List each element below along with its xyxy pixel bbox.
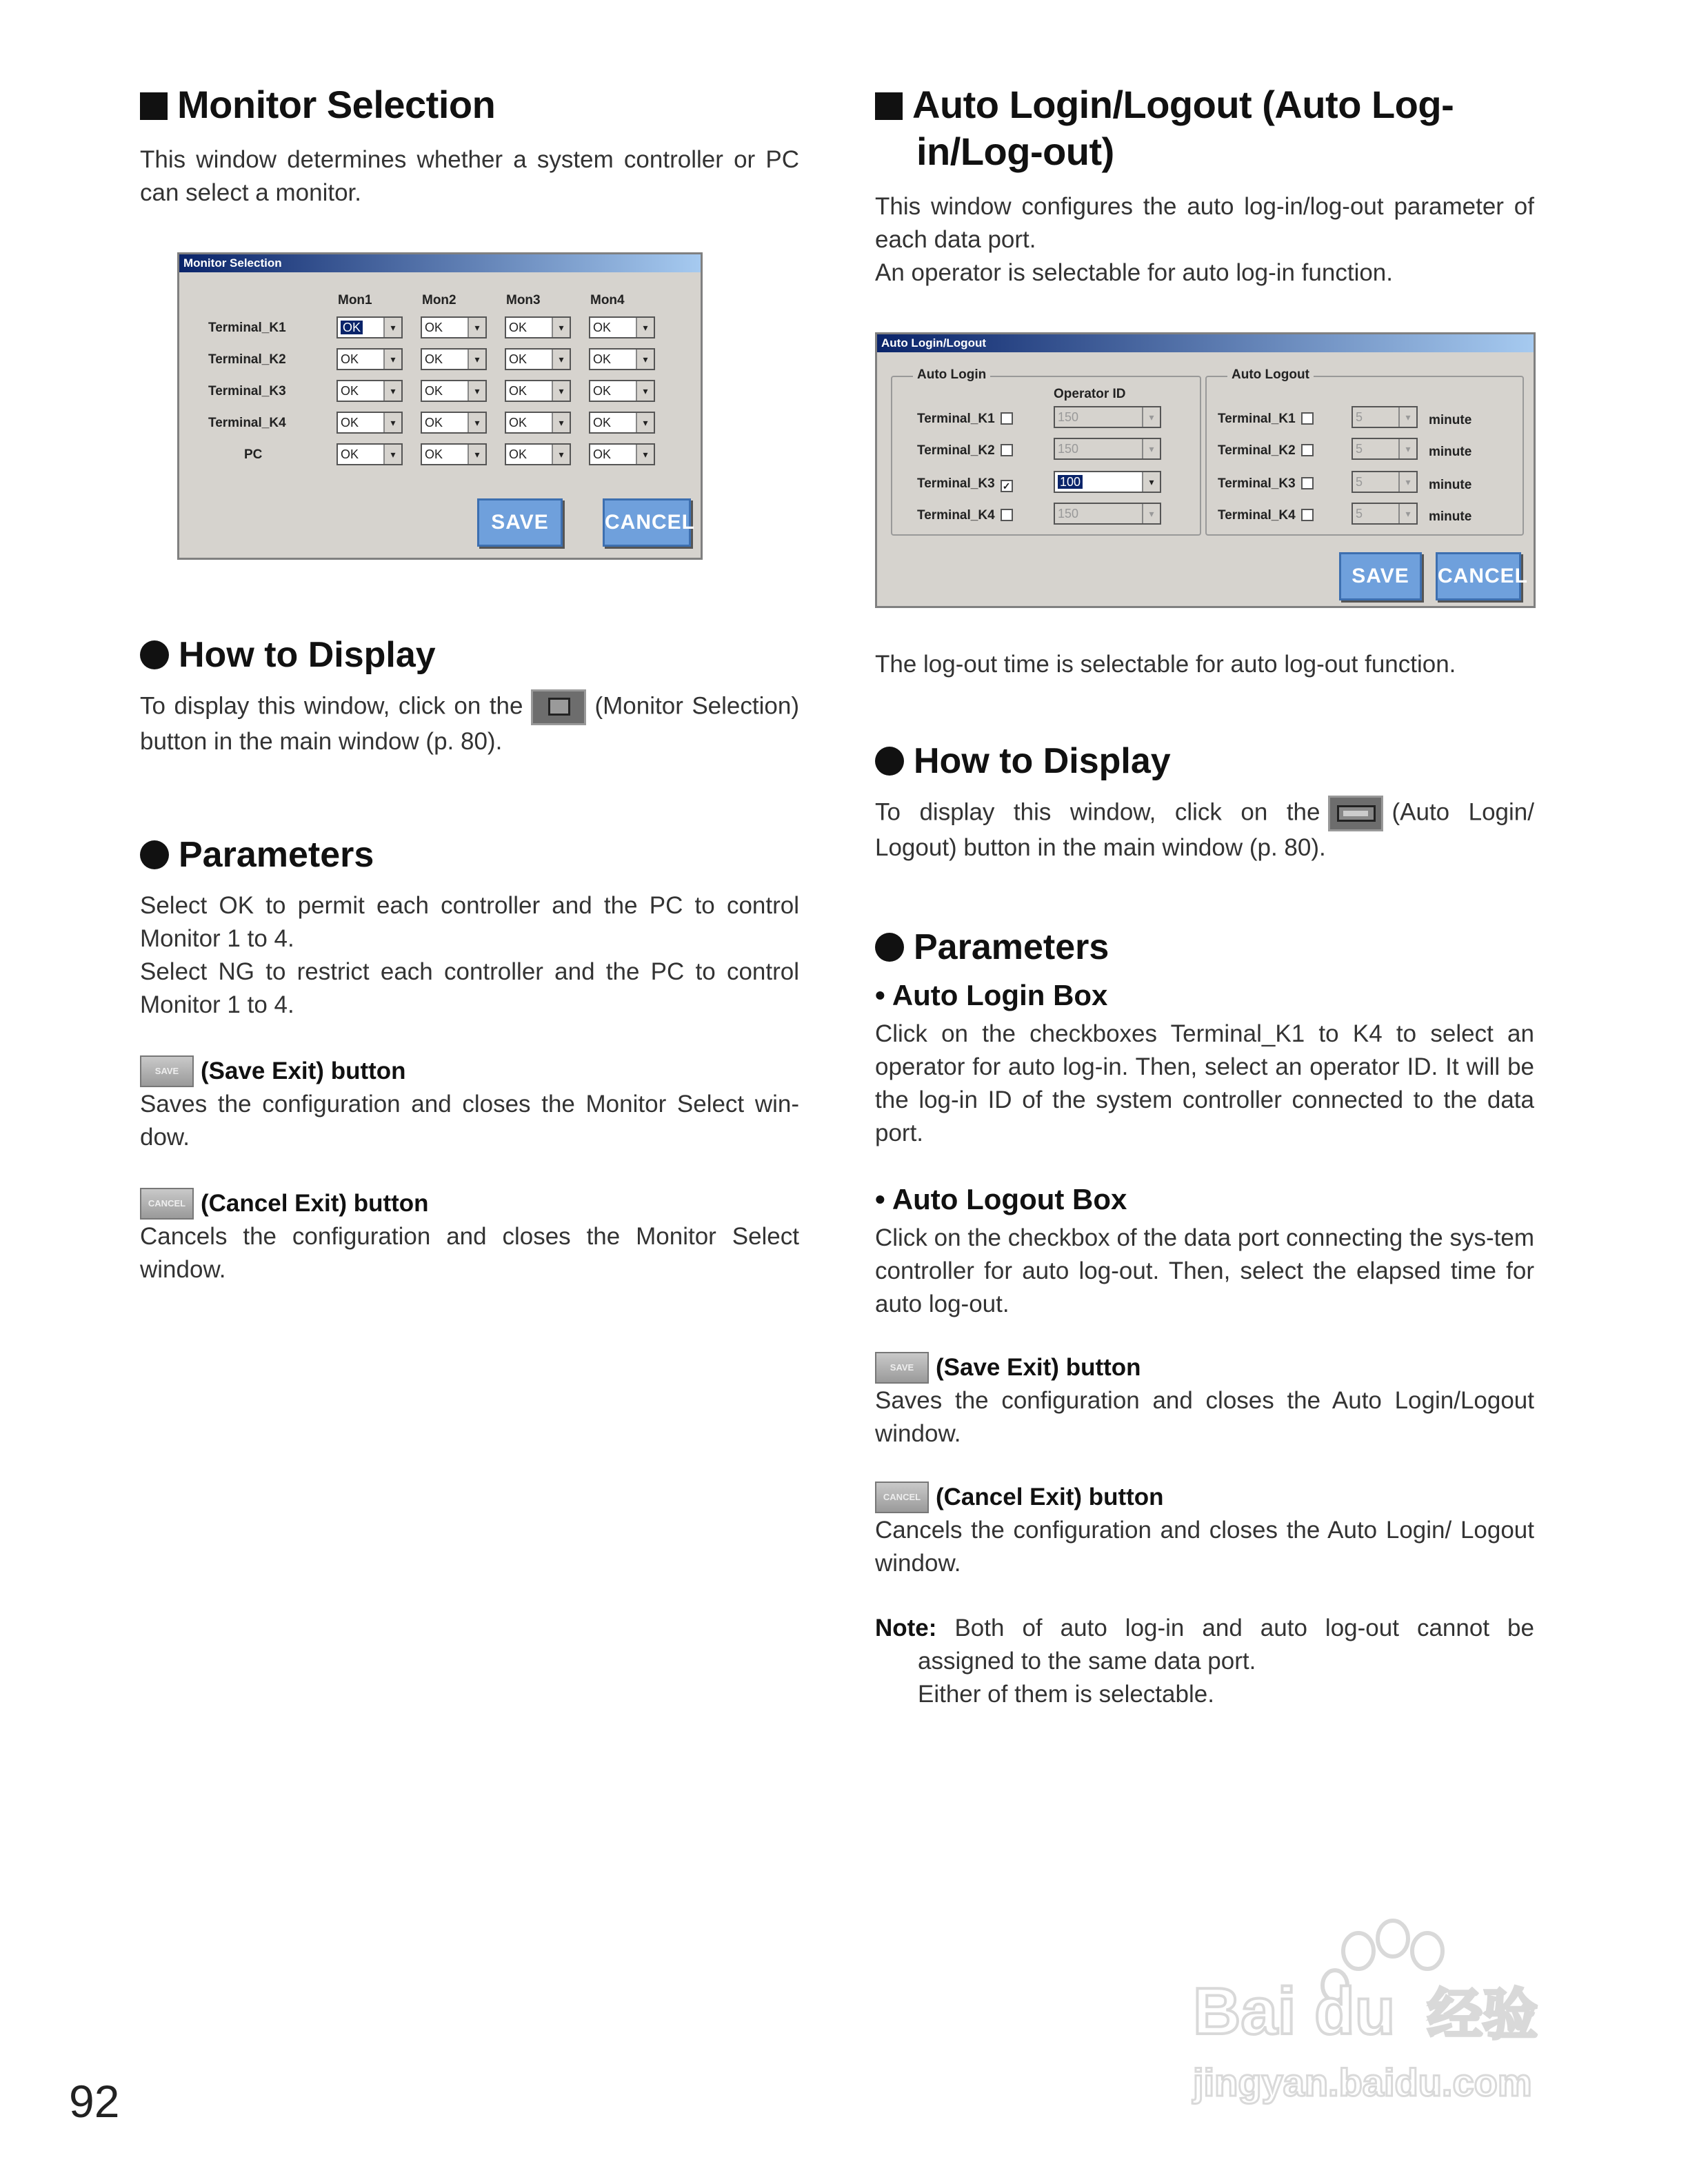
chevron-down-icon: ▾: [468, 445, 485, 464]
auto-logout-group: Auto Logout: [1205, 376, 1524, 536]
section-title-auto-login: Auto Login/Logout (Auto Log- in/Log-out): [875, 81, 1534, 175]
auto-login-box-text: Click on the checkboxes Terminal_K1 to K4 to select an operator for auto log-in. Then, select an operator ID. It will be the log-in ID of the system controller connected to the data port.: [875, 1020, 1534, 1146]
select-k2-mon2[interactable]: OK ▾: [421, 348, 487, 370]
row-label-terminal-k2: Terminal_K2: [208, 352, 286, 367]
chevron-down-icon: ▾: [383, 445, 401, 464]
chevron-down-icon: ▾: [1142, 407, 1160, 427]
logout-unit-k3: minute: [1429, 478, 1472, 492]
select-k4-mon3[interactable]: OK ▾: [505, 412, 571, 434]
cancel-icon: CANCEL: [875, 1482, 929, 1513]
square-bullet-icon: [875, 92, 903, 120]
select-pc-mon4[interactable]: OK ▾: [589, 443, 655, 465]
operator-select-k3[interactable]: 100 ▾: [1054, 471, 1161, 493]
save-button[interactable]: SAVE: [1339, 552, 1422, 600]
select-k2-mon4[interactable]: OK ▾: [589, 348, 655, 370]
logout-checkbox-k1[interactable]: [1301, 412, 1314, 425]
logout-row-k3: Terminal_K3: [1218, 476, 1314, 492]
checkbox-k4[interactable]: [1001, 509, 1013, 521]
monitor-selection-intro: This window determines whether a system controller or PC can select a monitor.: [140, 146, 799, 206]
circle-bullet-icon: [875, 747, 904, 776]
how-to-display-text: To display this window, click on the (Monitor Selection) button in the main window (p. 80).: [140, 689, 799, 758]
params-text-ng: Select NG to restrict each controller and the PC to control Monitor 1 to 4.: [140, 958, 799, 1018]
checkbox-k1[interactable]: [1001, 412, 1013, 425]
row-label-terminal-k4: Terminal_K4: [208, 416, 286, 430]
watermark-cn: 经验: [1427, 1983, 1538, 2047]
row-label-terminal-k1: Terminal_K1: [208, 321, 286, 335]
select-k1-mon3[interactable]: OK ▾: [505, 316, 571, 338]
select-k1-mon1[interactable]: OK ▾: [336, 316, 403, 338]
chevron-down-icon: ▾: [552, 318, 570, 337]
checkbox-k2[interactable]: [1001, 444, 1013, 456]
watermark-url: jingyan.baidu.com: [1193, 2061, 1532, 2104]
params-text-ok: Select OK to permit each controller and the PC to control Monitor 1 to 4.: [140, 892, 799, 952]
logout-row-k4: Terminal_K4: [1218, 508, 1314, 523]
auto-logout-box-heading: • Auto Logout Box: [875, 1183, 1127, 1215]
row-label-pc: PC: [244, 447, 263, 462]
cancel-exit-label: CANCEL (Cancel Exit) button: [140, 1187, 799, 1220]
square-bullet-icon: [140, 92, 168, 120]
col-header-mon1: Mon1: [338, 293, 372, 307]
chevron-down-icon: ▾: [552, 413, 570, 432]
save-button[interactable]: SAVE: [477, 498, 563, 547]
auto-login-intro-2: An operator is selectable for auto log-in function.: [875, 259, 1393, 286]
monitor-selection-dialog: [177, 252, 703, 560]
chevron-down-icon: ▾: [1398, 407, 1416, 427]
save-icon: SAVE: [875, 1352, 929, 1384]
save-exit-label: SAVE (Save Exit) button: [140, 1055, 799, 1088]
how-to-display-heading: How to Display: [875, 739, 1534, 783]
chevron-down-icon: ▾: [552, 381, 570, 401]
left-column: [140, 81, 799, 210]
logout-checkbox-k3[interactable]: [1301, 477, 1314, 489]
parameters-heading: Parameters: [875, 925, 1534, 969]
logout-row-k2: Terminal_K2: [1218, 443, 1314, 458]
dialog-titlebar: Auto Login/Logout: [877, 334, 1534, 352]
col-header-mon2: Mon2: [422, 293, 456, 307]
monitor-icon: [531, 689, 586, 725]
select-k3-mon4[interactable]: OK ▾: [589, 380, 655, 402]
chevron-down-icon: ▾: [636, 381, 654, 401]
logout-time-select-k3[interactable]: 5 ▾: [1352, 471, 1418, 493]
select-k1-mon2[interactable]: OK ▾: [421, 316, 487, 338]
logout-checkbox-k4[interactable]: [1301, 509, 1314, 521]
login-row-k2: Terminal_K2: [917, 443, 1013, 458]
select-k4-mon2[interactable]: OK ▾: [421, 412, 487, 434]
chevron-down-icon: ▾: [468, 413, 485, 432]
col-header-mon3: Mon3: [506, 293, 541, 307]
logout-time-select-k4[interactable]: 5 ▾: [1352, 503, 1418, 525]
save-exit-label: SAVE (Save Exit) button: [875, 1351, 1534, 1384]
cancel-exit-text: Cancels the configuration and closes the Auto Login/ Logout window.: [875, 1517, 1534, 1577]
cancel-button[interactable]: CANCEL: [1436, 552, 1521, 600]
right-body: [875, 648, 1534, 1711]
cancel-exit-text: Cancels the configuration and closes the Monitor Select window.: [140, 1223, 799, 1283]
chevron-down-icon: ▾: [383, 381, 401, 401]
page-number: 92: [69, 2076, 120, 2127]
login-row-k1: Terminal_K1: [917, 412, 1013, 427]
chevron-down-icon: ▾: [383, 413, 401, 432]
parameters-heading: Parameters: [140, 833, 799, 877]
chevron-down-icon: ▾: [636, 445, 654, 464]
note-paragraph-2: Either of them is selectable.: [918, 1681, 1214, 1708]
chevron-down-icon: ▾: [1398, 439, 1416, 458]
watermark-brand: Bai du: [1193, 1974, 1396, 2048]
chevron-down-icon: ▾: [1142, 504, 1160, 523]
logout-time-select-k2[interactable]: 5 ▾: [1352, 438, 1418, 460]
auto-login-group: Auto Login: [891, 376, 1201, 536]
logout-checkbox-k2[interactable]: [1301, 444, 1314, 456]
how-to-display-text: To display this window, click on the (Auto Login/ Logout) button in the main window (p. 80).: [875, 796, 1534, 865]
save-exit-text: Saves the configuration and closes the Monitor Select win-dow.: [140, 1091, 799, 1151]
chevron-down-icon: ▾: [1398, 472, 1416, 492]
col-header-mon4: Mon4: [590, 293, 625, 307]
auto-login-intro-1: This window configures the auto log-in/log-out parameter of each data port.: [875, 193, 1534, 253]
how-to-display-heading: How to Display: [140, 633, 799, 677]
select-k1-mon4[interactable]: OK ▾: [589, 316, 655, 338]
logout-unit-k1: minute: [1429, 413, 1472, 427]
chevron-down-icon: ▾: [383, 350, 401, 369]
save-icon: SAVE: [140, 1055, 194, 1087]
note-paragraph: Note: Both of auto log-in and auto log-out cannot be assigned to the same data port.: [875, 1615, 1534, 1675]
chevron-down-icon: ▾: [1142, 439, 1160, 458]
save-exit-text: Saves the configuration and closes the Auto Login/Logout window.: [875, 1387, 1534, 1447]
chevron-down-icon: ▾: [468, 381, 485, 401]
login-row-k4: Terminal_K4: [917, 508, 1013, 523]
select-pc-mon3[interactable]: OK ▾: [505, 443, 571, 465]
select-k4-mon1[interactable]: OK ▾: [336, 412, 403, 434]
select-k4-mon4[interactable]: OK ▾: [589, 412, 655, 434]
dialog-titlebar: Monitor Selection: [179, 254, 701, 272]
chevron-down-icon: ▾: [552, 445, 570, 464]
keyboard-icon: [1328, 796, 1383, 831]
chevron-down-icon: ▾: [552, 350, 570, 369]
select-pc-mon1[interactable]: OK ▾: [336, 443, 403, 465]
select-k3-mon2[interactable]: OK ▾: [421, 380, 487, 402]
chevron-down-icon: ▾: [636, 318, 654, 337]
chevron-down-icon: ▾: [636, 413, 654, 432]
chevron-down-icon: ▾: [383, 318, 401, 337]
cancel-button[interactable]: CANCEL: [603, 498, 691, 547]
auto-logout-box-text: Click on the checkbox of the data port connecting the sys-tem controller for auto log-out. Then, select the elapsed time for auto log-out.: [875, 1224, 1534, 1317]
chevron-down-icon: ▾: [636, 350, 654, 369]
select-k2-mon1[interactable]: OK ▾: [336, 348, 403, 370]
section-title-monitor-selection: Monitor Selection: [140, 81, 799, 128]
auto-login-box-heading: • Auto Login Box: [875, 979, 1108, 1011]
cancel-exit-label: CANCEL (Cancel Exit) button: [875, 1481, 1534, 1514]
chevron-down-icon: ▾: [1398, 504, 1416, 523]
auto-login-logout-dialog: [875, 332, 1536, 608]
operator-select-k2[interactable]: 150 ▾: [1054, 438, 1161, 460]
chevron-down-icon: ▾: [468, 318, 485, 337]
circle-bullet-icon: [140, 840, 169, 869]
right-column: [875, 81, 1534, 290]
operator-id-header: Operator ID: [1054, 387, 1126, 401]
logout-unit-k4: minute: [1429, 509, 1472, 524]
operator-select-k1[interactable]: 150 ▾: [1054, 406, 1161, 428]
chevron-down-icon: ▾: [468, 350, 485, 369]
logout-row-k1: Terminal_K1: [1218, 412, 1314, 427]
logout-unit-k2: minute: [1429, 445, 1472, 459]
login-row-k3: Terminal_K3 ✓: [917, 476, 1013, 492]
circle-bullet-icon: [140, 640, 169, 669]
chevron-down-icon: ▾: [1142, 472, 1160, 492]
logout-time-note: The log-out time is selectable for auto log-out function.: [875, 651, 1456, 678]
select-pc-mon2[interactable]: OK ▾: [421, 443, 487, 465]
select-k3-mon1[interactable]: OK ▾: [336, 380, 403, 402]
cancel-icon: CANCEL: [140, 1188, 194, 1220]
logout-time-select-k1[interactable]: 5 ▾: [1352, 406, 1418, 428]
operator-select-k4[interactable]: 150 ▾: [1054, 503, 1161, 525]
select-k2-mon3[interactable]: OK ▾: [505, 348, 571, 370]
checkbox-k3[interactable]: ✓: [1001, 480, 1013, 492]
baidu-watermark: [1186, 1910, 1572, 2116]
circle-bullet-icon: [875, 933, 904, 962]
row-label-terminal-k3: Terminal_K3: [208, 384, 286, 398]
select-k3-mon3[interactable]: OK ▾: [505, 380, 571, 402]
left-how-section: [140, 633, 799, 1286]
